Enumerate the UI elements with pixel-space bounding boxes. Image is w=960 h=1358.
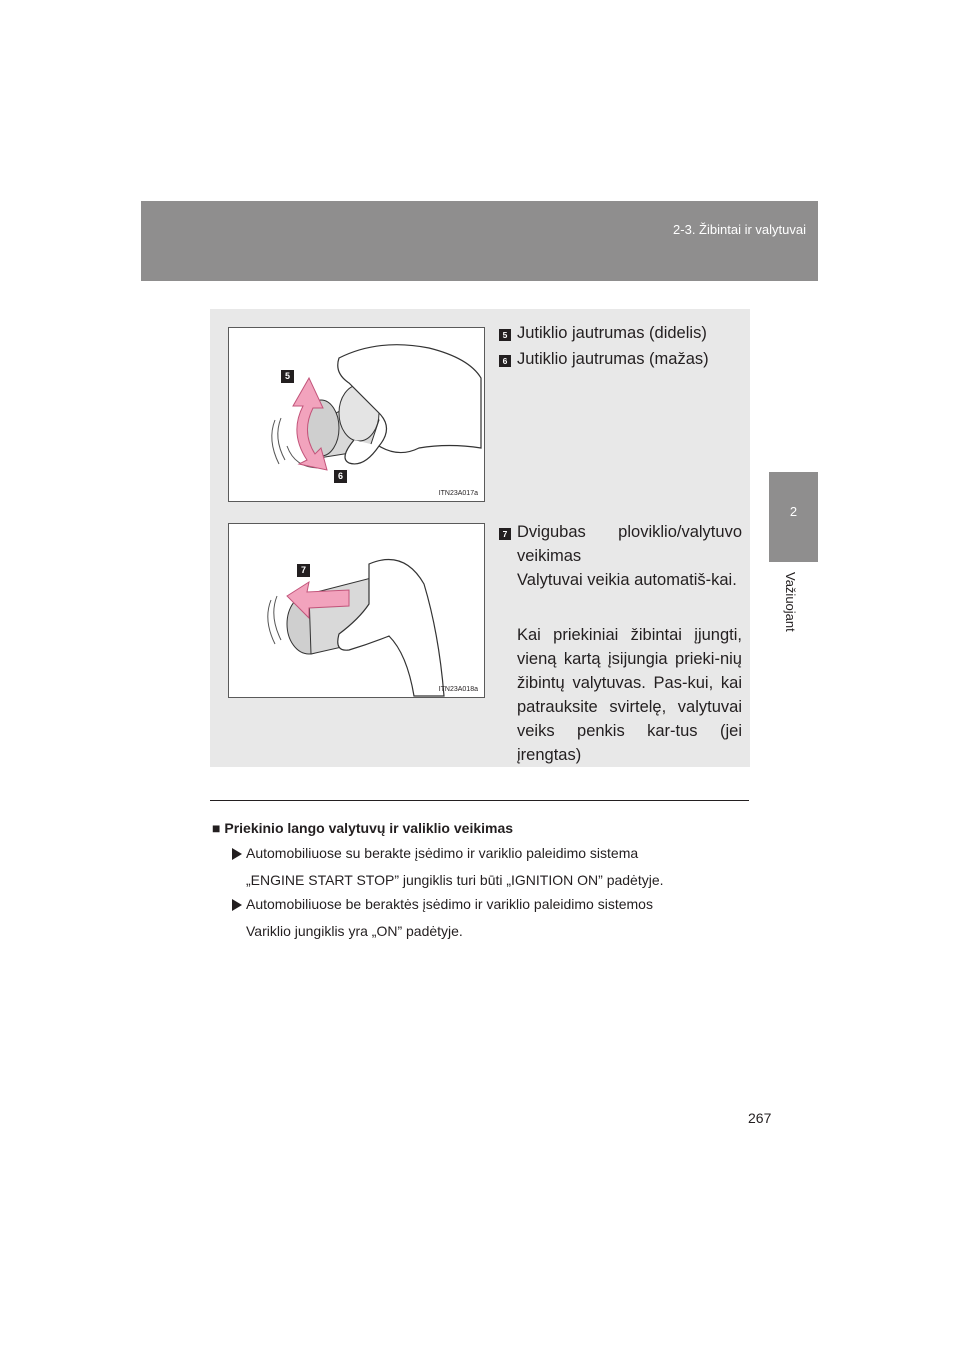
instruction-panel bbox=[210, 309, 750, 767]
page-number: 267 bbox=[748, 1110, 772, 1126]
note-bullet-1-text: „ENGINE START STOP” jungiklis turi būti „IGNITION ON” padėtyje. bbox=[246, 872, 664, 888]
figure-code: ITN23A017a bbox=[438, 490, 478, 497]
item-5-text: Jutiklio jautrumas (didelis) bbox=[517, 324, 707, 342]
figure-sensitivity-dial bbox=[228, 327, 485, 502]
chapter-tab bbox=[769, 472, 818, 562]
chapter-number: 2 bbox=[789, 504, 798, 519]
note-bullet-2-text: Variklio jungiklis yra „ON” padėtyje. bbox=[246, 923, 463, 939]
note-title bbox=[212, 820, 513, 836]
item-7-paragraph-1: Valytuvai veikia automatiš-kai. bbox=[517, 571, 737, 589]
callout-5: 5 bbox=[281, 370, 294, 383]
note-square-icon: ■ bbox=[212, 820, 225, 836]
callout-6: 6 bbox=[334, 470, 347, 483]
section-divider bbox=[210, 800, 749, 801]
item-number-6: 6 bbox=[499, 355, 511, 367]
item-number-7: 7 bbox=[499, 528, 511, 540]
bullet-triangle-icon bbox=[232, 899, 242, 911]
item-number-5: 5 bbox=[499, 329, 511, 341]
item-7-title: Dvigubas ploviklio/valytuvo veikimas bbox=[517, 523, 742, 565]
item-6-text: Jutiklio jautrumas (mažas) bbox=[517, 350, 709, 368]
note-title-text: Priekinio lango valytuvų ir valiklio veikimas bbox=[224, 820, 514, 836]
note-bullet-2-heading: Automobiliuose be beraktės įsėdimo ir variklio paleidimo sistemos bbox=[246, 896, 653, 912]
hand-pulling-lever-illustration bbox=[229, 524, 484, 697]
note-bullet-1-heading: Automobiliuose su berakte įsėdimo ir variklio paleidimo sistema bbox=[246, 845, 639, 861]
header-bar bbox=[141, 201, 818, 281]
callout-7: 7 bbox=[297, 564, 310, 577]
section-title: 2-3. Žibintai ir valytuvai bbox=[673, 222, 806, 237]
bullet-triangle-icon bbox=[232, 848, 242, 860]
hand-turning-dial-illustration bbox=[229, 328, 484, 501]
chapter-title: Važiuojant bbox=[783, 572, 798, 632]
item-7-paragraph-2: Kai priekiniai žibintai įjungti, vieną kartą įsijungia prieki-nių žibintų valytuvas. Pas-kui, kai patrauksite svirtelę, valytuvai veiks penkis kar-tus (jei įrengtas) bbox=[517, 626, 742, 764]
figure-code: ITN23A018a bbox=[438, 686, 478, 693]
figure-lever-pull bbox=[228, 523, 485, 698]
